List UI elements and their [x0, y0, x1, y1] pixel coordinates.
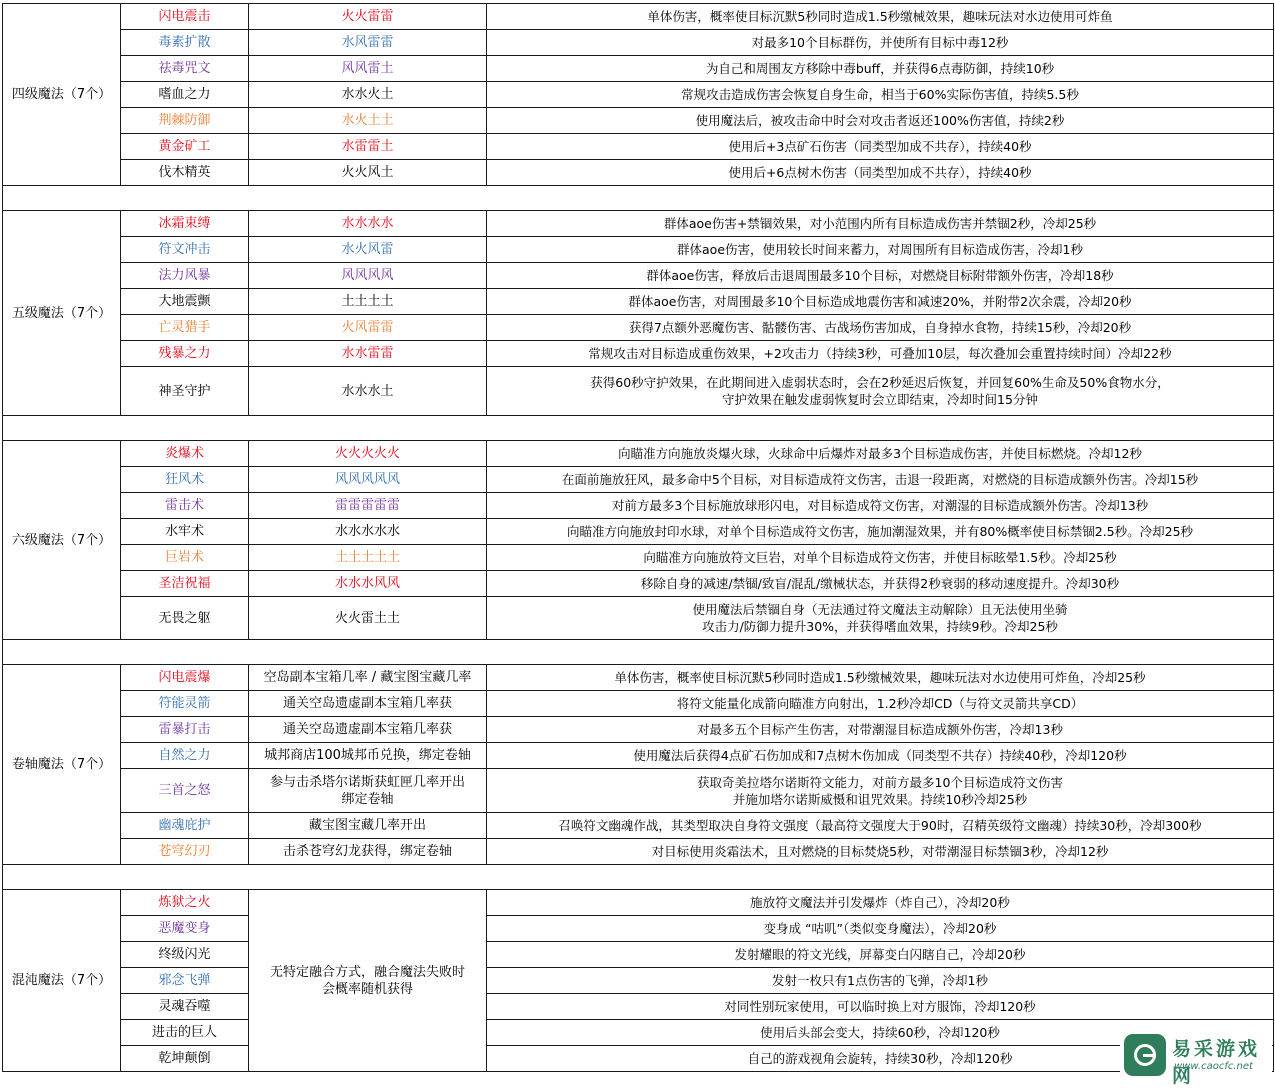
effect-text: 对前方最多3个目标施放球形闪电，对目标造成符文伤害，对潮湿的目标造成额外伤害。冷却13秒: [611, 498, 1149, 513]
recipe-text: 参与击杀塔尔诺斯获虹匣几率开出: [269, 774, 465, 790]
effect-cell: [487, 30, 1274, 56]
effect-cell: [487, 4, 1274, 30]
recipe-text: 击杀苍穹幻龙获得，绑定卷轴: [282, 844, 452, 859]
effect-text: 使用魔法后，被攻击命中时会对攻击者返还100%伤害值，持续2秒: [695, 113, 1065, 128]
effect-cell: [487, 890, 1274, 916]
effect-text: 使用魔法后获得4点矿石伤加成和7点树木伤加成（同类型不共存）持续40秒，冷却120秒: [633, 748, 1127, 763]
magic-row: [3, 839, 1274, 865]
effect-cell: [487, 691, 1274, 717]
effect-text: 将符文能量化成箭向瞄准方向射出，1.2秒冷却CD（与符文灵箭共享CD）: [676, 696, 1084, 711]
effect-text-line2: 并施加塔尔诺斯威慑和诅咒效果。持续10秒冷却25秒: [732, 791, 1028, 807]
magic-row: [3, 813, 1274, 839]
spell-name: 闪电震爆: [158, 670, 211, 685]
effect-text: 群体aoe伤害，释放后击退周围最多10个目标，对燃烧目标附带额外伤害，冷却18秒: [646, 268, 1114, 283]
magic-row: [3, 691, 1274, 717]
effect-text: 对同性别玩家使用，可以临时换上对方服饰，冷却120秒: [724, 999, 1036, 1014]
recipe-text: 雷雷雷雷雷: [334, 498, 400, 513]
recipe-cell: [249, 263, 487, 289]
recipe-cell: [249, 30, 487, 56]
spell-name-cell: [121, 839, 249, 865]
recipe-text: 城邦商店100城邦币兑换，绑定卷轴: [264, 748, 471, 763]
watermark-name: 易采游戏网: [1172, 1038, 1261, 1087]
effect-cell: [487, 237, 1274, 263]
magic-row: [3, 890, 1274, 916]
recipe-text: 水水水土: [341, 383, 394, 399]
effect-text: 发射一枚只有1点伤害的飞弹，冷却1秒: [772, 973, 988, 988]
section-gap-row: [3, 416, 1274, 441]
magic-row: [3, 769, 1274, 813]
spell-name-cell: [121, 315, 249, 341]
effect-text: 使用后+6点树木伤害（同类型加成不共存），持续40秒: [728, 165, 1032, 180]
spell-name-cell: [121, 743, 249, 769]
recipe-text: 空岛副本宝箱几率 / 藏宝图宝藏几率: [263, 670, 472, 685]
category-cell: [3, 665, 121, 865]
spell-name: 闪电震击: [158, 9, 211, 24]
spell-name-cell: [121, 441, 249, 467]
magic-row: [3, 994, 1274, 1020]
leaf-logo-icon: [1124, 1034, 1166, 1076]
spell-name-cell: [121, 108, 249, 134]
recipe-text: 火火风土: [341, 165, 394, 180]
magic-row: [3, 1046, 1274, 1072]
spell-name: 进击的巨人: [151, 1025, 217, 1040]
effect-cell: [487, 367, 1274, 416]
recipe-cell: [249, 315, 487, 341]
effect-cell: [487, 717, 1274, 743]
effect-text: 施放符文魔法并引发爆炸（炸自己），冷却20秒: [750, 895, 1010, 910]
recipe-cell: [249, 519, 487, 545]
effect-text: 向瞄准方向施放封印水球，对单个目标造成符文伤害，施加潮湿效果，并有80%概率使目标禁锢2.5秒。冷却25秒: [566, 524, 1194, 539]
effect-cell: [487, 82, 1274, 108]
section-gap: [3, 640, 1274, 665]
spell-name-cell: [121, 4, 249, 30]
spell-name: 符文冲击: [158, 242, 211, 257]
spell-name: 雷击术: [164, 498, 204, 513]
spell-name-cell: [121, 367, 249, 416]
spell-name-cell: [121, 82, 249, 108]
spell-name-cell: [121, 942, 249, 968]
recipe-text-line2: 绑定卷轴: [341, 791, 394, 807]
effect-cell: [487, 493, 1274, 519]
effect-text: 常规攻击造成伤害会恢复自身生命，相当于60%实际伤害值，持续5.5秒: [681, 87, 1079, 102]
magic-row: [3, 4, 1274, 30]
magic-row: [3, 289, 1274, 315]
magic-row: [3, 237, 1274, 263]
recipe-text: 火火雷雷: [341, 9, 394, 24]
recipe-text: 藏宝图宝藏几率开出: [308, 818, 426, 833]
effect-cell: [487, 665, 1274, 691]
magic-row: [3, 942, 1274, 968]
magic-row: [3, 545, 1274, 571]
magic-row: [3, 134, 1274, 160]
magic-row: [3, 597, 1274, 640]
spell-name: 法力风暴: [158, 268, 211, 283]
recipe-cell: [249, 717, 487, 743]
spell-name: 圣洁祝福: [158, 576, 211, 591]
category-label: 混沌魔法（7个）: [11, 973, 112, 988]
merged-recipe-cell: [249, 890, 487, 1072]
effect-cell: [487, 56, 1274, 82]
effect-text: 自己的游戏视角会旋转，持续30秒，冷却120秒: [747, 1051, 1013, 1066]
spell-name: 炎爆术: [164, 446, 204, 461]
section-gap: [3, 865, 1274, 890]
recipe-text: 风风风风: [341, 268, 394, 283]
recipe-cell: [249, 571, 487, 597]
recipe-cell: [249, 545, 487, 571]
spell-name-cell: [121, 1020, 249, 1046]
spell-name-cell: [121, 968, 249, 994]
effect-text: 对最多10个目标群伤，并使所有目标中毒12秒: [751, 35, 1009, 50]
section-gap: [3, 186, 1274, 211]
magic-row: [3, 56, 1274, 82]
spell-name: 残暴之力: [158, 346, 211, 361]
effect-text: 移除自身的减速/禁锢/致盲/混乱/缴械状态，并获得2秒衰弱的移动速度提升。冷却30秒: [640, 576, 1120, 591]
category-cell: [3, 4, 121, 186]
category-label: 六级魔法（7个）: [11, 532, 112, 548]
recipe-cell: [249, 160, 487, 186]
effect-text-line2: 攻击力/防御力提升30%，并获得嗜血效果，持续9秒。冷却25秒: [702, 619, 1058, 634]
effect-cell: [487, 994, 1274, 1020]
magic-row: [3, 1020, 1274, 1046]
spell-name: 伐木精英: [158, 165, 211, 180]
spell-name: 乾坤颠倒: [158, 1051, 211, 1066]
recipe-cell: [249, 4, 487, 30]
spell-name-cell: [121, 691, 249, 717]
effect-text: 对最多五个目标产生伤害，对带潮湿目标造成额外伤害，冷却13秒: [697, 722, 1063, 737]
effect-cell: [487, 769, 1274, 813]
watermark-url: www.caocfc.net: [1174, 1061, 1253, 1072]
effect-cell: [487, 134, 1274, 160]
effect-text: 为自己和周围友方移除中毒buff，并获得6点毒防御，持续10秒: [705, 61, 1055, 76]
spell-name: 冰霜束缚: [158, 216, 211, 231]
category-label: 五级魔法（7个）: [11, 305, 112, 321]
magic-row: [3, 968, 1274, 994]
effect-text: 使用后+3点矿石伤害（同类型加成不共存），持续40秒: [728, 139, 1032, 154]
spell-name-cell: [121, 571, 249, 597]
spell-name: 苍穹幻刃: [158, 844, 211, 859]
recipe-cell: [249, 341, 487, 367]
effect-text: 使用魔法后禁锢自身（无法通过符文魔法主动解除）且无法使用坐骑: [692, 602, 1068, 617]
spell-name: 无畏之躯: [158, 610, 211, 626]
section-gap-row: [3, 186, 1274, 211]
magic-row: [3, 315, 1274, 341]
effect-cell: [487, 571, 1274, 597]
effect-cell: [487, 441, 1274, 467]
recipe-cell: [249, 769, 487, 813]
magic-row: [3, 441, 1274, 467]
recipe-text: 通关空岛遗虚副本宝箱几率获: [282, 696, 452, 711]
effect-text: 群体aoe伤害+禁锢效果，对小范围内所有目标造成伤害并禁锢2秒，冷却25秒: [663, 216, 1097, 231]
magic-row: [3, 367, 1274, 416]
spell-name-cell: [121, 916, 249, 942]
spell-name-cell: [121, 1046, 249, 1072]
effect-text: 向瞄准方向施放符文巨岩，对单个目标造成符文伤害，并使目标眩晕1.5秒。冷却25秒: [643, 550, 1117, 565]
section-gap-row: [3, 865, 1274, 890]
spell-name-cell: [121, 665, 249, 691]
recipe-cell: [249, 813, 487, 839]
recipe-text: 火风雷雷: [341, 320, 394, 335]
recipe-cell: [249, 467, 487, 493]
spell-name-cell: [121, 769, 249, 813]
recipe-text: 水火土土: [341, 113, 394, 128]
magic-row: [3, 743, 1274, 769]
recipe-text: 风风雷土: [341, 61, 394, 76]
recipe-text: 通关空岛遗虚副本宝箱几率获: [282, 722, 452, 737]
effect-cell: [487, 263, 1274, 289]
effect-text: 获取奇美拉塔尔诺斯符文能力，对前方最多10个目标造成符文伤害: [697, 774, 1063, 790]
recipe-cell: [249, 108, 487, 134]
recipe-cell: [249, 441, 487, 467]
spell-name: 毒素扩散: [158, 35, 211, 50]
effect-cell: [487, 813, 1274, 839]
category-cell: [3, 890, 121, 1072]
effect-text: 使用后头部会变大，持续60秒，冷却120秒: [760, 1025, 1000, 1040]
spell-name: 邪念飞弹: [158, 973, 211, 988]
recipe-text: 水水水水: [341, 216, 394, 231]
recipe-text: 火火火火火: [334, 446, 400, 461]
magic-row: [3, 493, 1274, 519]
magic-row: [3, 467, 1274, 493]
recipe-text: 水火风雷: [341, 242, 394, 257]
effect-cell: [487, 519, 1274, 545]
recipe-text: 风风风风风: [334, 472, 400, 487]
effect-text: 对目标使用炎霜法术，且对燃烧的目标焚烧5秒，对带潮湿目标禁锢3秒，冷却12秒: [651, 844, 1109, 859]
effect-text: 发射耀眼的符文光线，屏幕变白闪瞎自己，冷却20秒: [734, 947, 1026, 962]
recipe-cell: [249, 367, 487, 416]
magic-row: [3, 160, 1274, 186]
effect-text: 变身成 “咕叽”（类似变身魔法），冷却20秒: [763, 921, 997, 936]
recipe-cell: [249, 211, 487, 237]
magic-table: [2, 3, 1274, 1072]
magic-row: [3, 717, 1274, 743]
effect-cell: [487, 315, 1274, 341]
spell-name: 恶魔变身: [158, 921, 211, 936]
spell-name-cell: [121, 56, 249, 82]
effect-cell: [487, 968, 1274, 994]
recipe-text: 火火雷土土: [334, 610, 400, 626]
recipe-text: 水水雷雷: [341, 346, 394, 361]
spell-name: 祛毒咒文: [158, 61, 211, 76]
spell-name: 荆棘防御: [158, 113, 211, 128]
spell-name-cell: [121, 263, 249, 289]
recipe-text: 土土土土: [341, 294, 394, 309]
category-cell: [3, 211, 121, 416]
recipe-cell: [249, 289, 487, 315]
effect-text: 获得60秒守护效果，在此期间进入虚弱状态时，会在2秒延迟后恢复，并回复60%生命及50%食物水分，: [590, 375, 1170, 390]
effect-cell: [487, 467, 1274, 493]
magic-row: [3, 211, 1274, 237]
effect-cell: [487, 916, 1274, 942]
merged-recipe-line1: 无特定融合方式，融合魔法失败时: [269, 964, 465, 980]
effect-cell: [487, 289, 1274, 315]
recipe-cell: [249, 691, 487, 717]
spell-name-cell: [121, 813, 249, 839]
spell-name-cell: [121, 237, 249, 263]
effect-text: 单体伤害，概率使目标沉默5秒同时造成1.5秒缴械效果，趣味玩法对水边使用可炸鱼: [647, 9, 1113, 24]
spell-name: 黄金矿工: [158, 139, 211, 154]
effect-cell: [487, 597, 1274, 640]
spell-name-cell: [121, 30, 249, 56]
magic-row: [3, 341, 1274, 367]
spell-name: 三首之怒: [158, 783, 211, 798]
spell-name: 终级闪光: [158, 947, 211, 962]
recipe-cell: [249, 743, 487, 769]
magic-row: [3, 30, 1274, 56]
recipe-text: 水风雷雷: [341, 35, 394, 50]
effect-cell: [487, 108, 1274, 134]
effect-text: 在面前施放狂风，最多命中5个目标，对目标造成符文伤害，击退一段距离，对燃烧的目标造成额外伤害。冷却15秒: [561, 472, 1199, 487]
spell-name-cell: [121, 211, 249, 237]
spell-name: 雷暴打击: [158, 722, 211, 737]
effect-text-line2: 守护效果在触发虚弱恢复时会立即结束，冷却时间15分钟: [722, 392, 1038, 407]
spell-name-cell: [121, 890, 249, 916]
magic-row: [3, 519, 1274, 545]
effect-cell: [487, 743, 1274, 769]
effect-text: 向瞄准方向施放炎爆火球，火球命中后爆炸对最多3个目标造成伤害，并使目标燃烧。冷却12秒: [618, 446, 1142, 461]
spell-name-cell: [121, 597, 249, 640]
recipe-cell: [249, 597, 487, 640]
effect-cell: [487, 341, 1274, 367]
spell-name-cell: [121, 341, 249, 367]
recipe-cell: [249, 839, 487, 865]
spell-name: 大地震颤: [158, 294, 211, 309]
spell-name-cell: [121, 467, 249, 493]
magic-row: [3, 108, 1274, 134]
magic-row: [3, 665, 1274, 691]
effect-text: 单体伤害，概率使目标沉默5秒同时造成1.5秒缴械效果，趣味玩法对水边使用可炸鱼，冷却25秒: [614, 670, 1146, 685]
spell-name-cell: [121, 493, 249, 519]
recipe-text: 水雷雷土: [341, 139, 394, 154]
spell-name: 狂风术: [164, 472, 204, 487]
magic-row: [3, 82, 1274, 108]
spell-name: 幽魂庇护: [158, 818, 211, 833]
spell-name: 水牢术: [164, 524, 204, 539]
effect-cell: [487, 839, 1274, 865]
section-gap: [3, 416, 1274, 441]
recipe-cell: [249, 237, 487, 263]
magic-row: [3, 571, 1274, 597]
recipe-text: 水水水水水: [334, 524, 400, 539]
effect-text: 获得7点额外恶魔伤害、骷髅伤害、古战场伤害加成，自身掉水食物，持续15秒，冷却20秒: [628, 320, 1132, 335]
spell-name: 亡灵猎手: [158, 320, 211, 335]
spell-name: 灵魂吞噬: [158, 999, 211, 1014]
watermark-logo: [1120, 1032, 1272, 1087]
magic-row: [3, 916, 1274, 942]
effect-text: 常规攻击对目标造成重伤效果，+2攻击力（持续3秒，可叠加10层，每次叠加会重置持续时间）冷却22秒: [588, 346, 1172, 361]
magic-row: [3, 263, 1274, 289]
effect-text: 群体aoe伤害，对周围最多10个目标造成地震伤害和减速20%，并附带2次余震，冷却20秒: [628, 294, 1132, 309]
effect-cell: [487, 211, 1274, 237]
effect-cell: [487, 942, 1274, 968]
spell-name-cell: [121, 519, 249, 545]
spell-name: 自然之力: [158, 748, 211, 763]
spell-name-cell: [121, 160, 249, 186]
category-label: 四级魔法（7个）: [11, 87, 112, 102]
category-label: 卷轴魔法（7个）: [11, 757, 112, 772]
recipe-text: 水水水风风: [334, 576, 400, 591]
merged-recipe-line2: 会概率随机获得: [321, 981, 413, 997]
recipe-cell: [249, 82, 487, 108]
spell-name-cell: [121, 717, 249, 743]
spell-name-cell: [121, 994, 249, 1020]
effect-text: 召唤符文幽魂作战，其类型取决自身符文强度（最高符文强度大于90时，召精英级符文幽魂）持续30秒，冷却300秒: [558, 818, 1202, 833]
recipe-cell: [249, 665, 487, 691]
spell-name: 符能灵箭: [158, 696, 211, 711]
section-gap-row: [3, 640, 1274, 665]
spell-name: 炼狱之火: [158, 895, 211, 910]
spell-name-cell: [121, 134, 249, 160]
effect-text: 群体aoe伤害，使用较长时间来蓄力，对周围所有目标造成伤害，冷却1秒: [677, 242, 1083, 257]
recipe-cell: [249, 493, 487, 519]
recipe-cell: [249, 134, 487, 160]
spell-name: 神圣守护: [158, 383, 211, 399]
spell-name-cell: [121, 289, 249, 315]
category-cell: [3, 441, 121, 640]
spell-name: 嗜血之力: [158, 87, 211, 102]
recipe-text: 土土土土土: [334, 550, 400, 565]
recipe-cell: [249, 56, 487, 82]
spell-name-cell: [121, 545, 249, 571]
recipe-text: 水水火土: [341, 87, 394, 102]
spell-name: 巨岩术: [164, 550, 204, 565]
effect-cell: [487, 160, 1274, 186]
effect-cell: [487, 545, 1274, 571]
